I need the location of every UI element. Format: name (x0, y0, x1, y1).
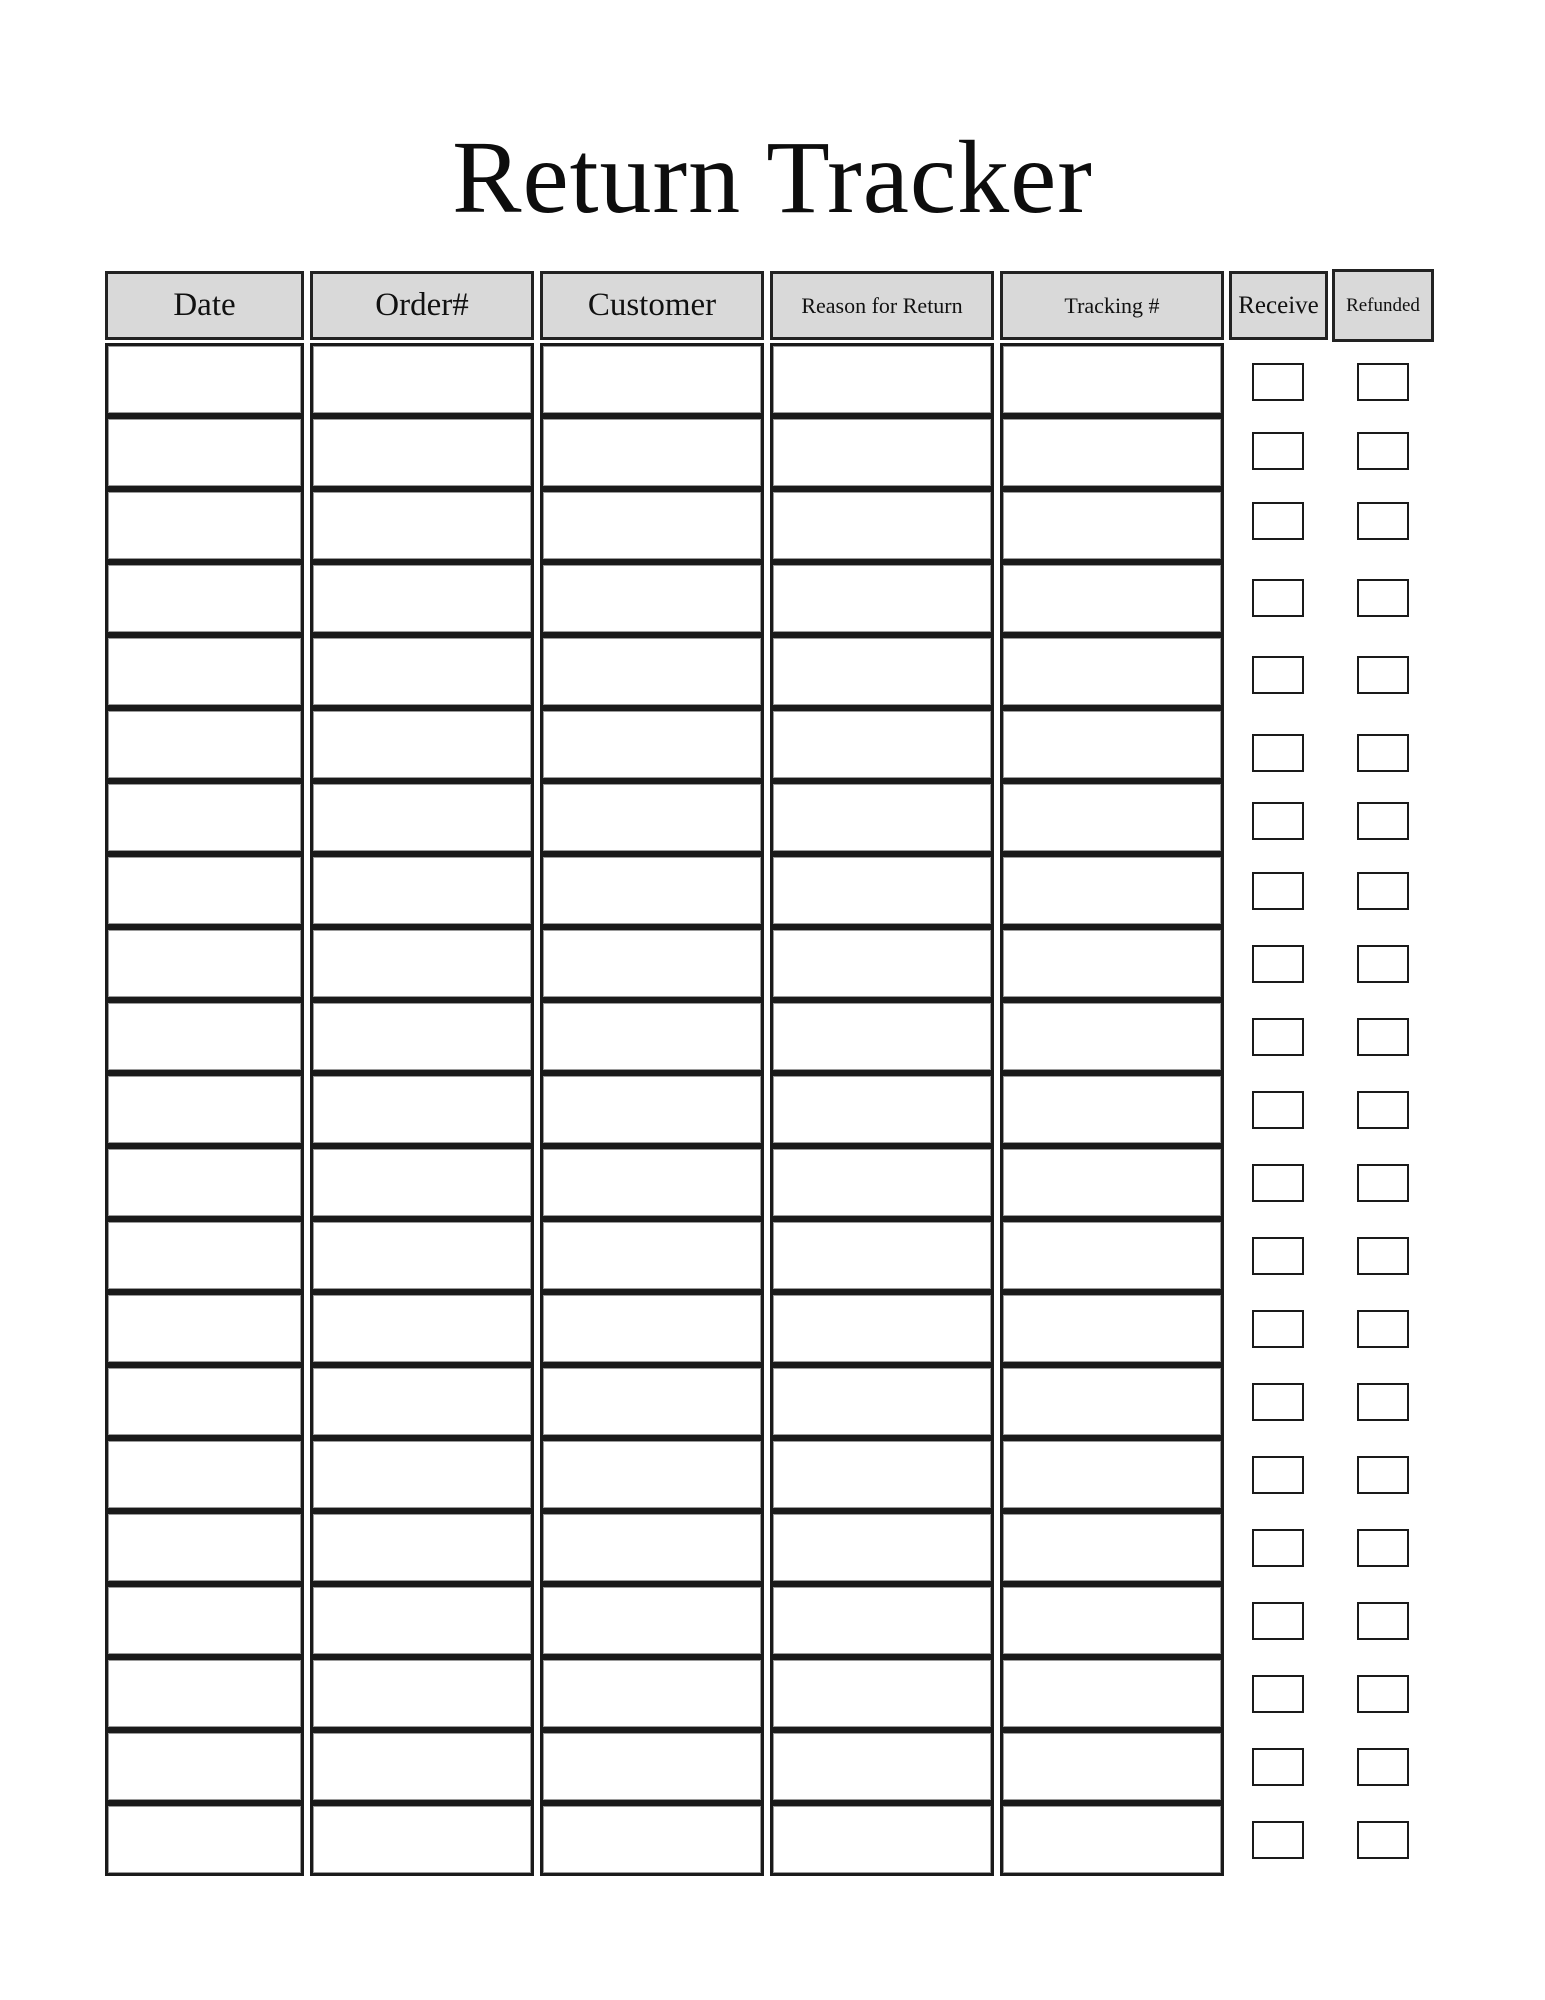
order-input-cell[interactable] (310, 1292, 534, 1365)
receive-checkbox[interactable] (1252, 1821, 1304, 1859)
refunded-checkbox[interactable] (1357, 1164, 1409, 1202)
refunded-checkbox[interactable] (1357, 1018, 1409, 1056)
customer-input-cell[interactable] (540, 489, 764, 562)
reason-input-cell[interactable] (770, 489, 994, 562)
date-input-cell[interactable] (105, 343, 304, 416)
reason-input-cell[interactable] (770, 1511, 994, 1584)
receive-checkbox[interactable] (1252, 1383, 1304, 1421)
date-input-cell[interactable] (105, 1365, 304, 1438)
tracking-input-cell[interactable] (1000, 1438, 1224, 1511)
receive-checkbox[interactable] (1252, 1164, 1304, 1202)
reason-input-cell[interactable] (770, 927, 994, 1000)
refunded-checkbox[interactable] (1357, 1310, 1409, 1348)
receive-checkbox[interactable] (1252, 579, 1304, 617)
refunded-checkbox[interactable] (1357, 1529, 1409, 1567)
column-header-reason: Reason for Return (770, 271, 994, 340)
reason-input-cell[interactable] (770, 562, 994, 635)
order-input-cell[interactable] (310, 343, 534, 416)
customer-input-cell[interactable] (540, 1365, 764, 1438)
tracking-input-cell[interactable] (1000, 781, 1224, 854)
reason-input-cell[interactable] (770, 343, 994, 416)
customer-input-cell[interactable] (540, 343, 764, 416)
order-input-cell[interactable] (310, 1073, 534, 1146)
order-input-cell[interactable] (310, 1730, 534, 1803)
refunded-checkbox[interactable] (1357, 656, 1409, 694)
customer-input-cell[interactable] (540, 708, 764, 781)
reason-input-cell[interactable] (770, 1000, 994, 1073)
date-input-cell[interactable] (105, 1073, 304, 1146)
receive-checkbox[interactable] (1252, 1602, 1304, 1640)
receive-checkbox[interactable] (1252, 1310, 1304, 1348)
tracking-input-cell[interactable] (1000, 635, 1224, 708)
tracking-input-cell[interactable] (1000, 1584, 1224, 1657)
receive-checkbox[interactable] (1252, 1748, 1304, 1786)
date-input-cell[interactable] (105, 1657, 304, 1730)
order-input-cell[interactable] (310, 1511, 534, 1584)
reason-input-cell[interactable] (770, 635, 994, 708)
column-header-receive: Receive (1229, 271, 1328, 340)
receive-checkbox[interactable] (1252, 502, 1304, 540)
tracking-input-cell[interactable] (1000, 708, 1224, 781)
reason-input-cell[interactable] (770, 1584, 994, 1657)
customer-input-cell[interactable] (540, 1073, 764, 1146)
receive-checkbox[interactable] (1252, 734, 1304, 772)
refunded-checkbox[interactable] (1357, 1602, 1409, 1640)
customer-input-cell[interactable] (540, 1219, 764, 1292)
refunded-checkbox[interactable] (1357, 734, 1409, 772)
order-input-cell[interactable] (310, 781, 534, 854)
date-input-cell[interactable] (105, 1803, 304, 1876)
customer-input-cell[interactable] (540, 854, 764, 927)
tracking-input-cell[interactable] (1000, 1657, 1224, 1730)
tracking-input-cell[interactable] (1000, 489, 1224, 562)
tracking-input-cell[interactable] (1000, 927, 1224, 1000)
refunded-checkbox[interactable] (1357, 1237, 1409, 1275)
date-input-cell[interactable] (105, 1000, 304, 1073)
customer-input-cell[interactable] (540, 1584, 764, 1657)
refunded-checkbox[interactable] (1357, 802, 1409, 840)
receive-checkbox[interactable] (1252, 802, 1304, 840)
reason-input-cell[interactable] (770, 1365, 994, 1438)
receive-checkbox[interactable] (1252, 432, 1304, 470)
date-input-cell[interactable] (105, 1584, 304, 1657)
refunded-checkbox[interactable] (1357, 1456, 1409, 1494)
date-input-cell[interactable] (105, 416, 304, 489)
customer-input-cell[interactable] (540, 1803, 764, 1876)
order-input-cell[interactable] (310, 1584, 534, 1657)
order-input-cell[interactable] (310, 1146, 534, 1219)
refunded-checkbox[interactable] (1357, 1675, 1409, 1713)
refunded-checkbox[interactable] (1357, 1383, 1409, 1421)
reason-input-cell[interactable] (770, 1292, 994, 1365)
reason-input-cell[interactable] (770, 1219, 994, 1292)
order-input-cell[interactable] (310, 416, 534, 489)
refunded-checkbox[interactable] (1357, 363, 1409, 401)
tracking-input-cell[interactable] (1000, 854, 1224, 927)
receive-checkbox[interactable] (1252, 872, 1304, 910)
tracking-input-cell[interactable] (1000, 1146, 1224, 1219)
receive-checkbox[interactable] (1252, 1529, 1304, 1567)
refunded-checkbox[interactable] (1357, 945, 1409, 983)
tracking-input-cell[interactable] (1000, 1292, 1224, 1365)
customer-input-cell[interactable] (540, 1730, 764, 1803)
reason-input-cell[interactable] (770, 1657, 994, 1730)
column-header-tracking: Tracking # (1000, 271, 1224, 340)
order-input-cell[interactable] (310, 635, 534, 708)
reason-input-cell[interactable] (770, 416, 994, 489)
refunded-checkbox[interactable] (1357, 432, 1409, 470)
refunded-checkbox[interactable] (1357, 1091, 1409, 1129)
customer-input-cell[interactable] (540, 1657, 764, 1730)
date-input-cell[interactable] (105, 635, 304, 708)
reason-input-cell[interactable] (770, 781, 994, 854)
column-header-order: Order# (310, 271, 534, 340)
customer-input-cell[interactable] (540, 781, 764, 854)
column-header-customer: Customer (540, 271, 764, 340)
order-input-cell[interactable] (310, 489, 534, 562)
tracking-input-cell[interactable] (1000, 416, 1224, 489)
reason-input-cell[interactable] (770, 1803, 994, 1876)
reason-input-cell[interactable] (770, 854, 994, 927)
tracking-input-cell[interactable] (1000, 1803, 1224, 1876)
date-input-cell[interactable] (105, 1438, 304, 1511)
tracking-input-cell[interactable] (1000, 1000, 1224, 1073)
tracking-input-cell[interactable] (1000, 1365, 1224, 1438)
date-input-cell[interactable] (105, 927, 304, 1000)
customer-input-cell[interactable] (540, 635, 764, 708)
order-input-cell[interactable] (310, 1365, 534, 1438)
customer-input-cell[interactable] (540, 1292, 764, 1365)
refunded-checkbox[interactable] (1357, 1748, 1409, 1786)
receive-checkbox[interactable] (1252, 1675, 1304, 1713)
column-header-date: Date (105, 271, 304, 340)
receive-checkbox[interactable] (1252, 1456, 1304, 1494)
tracking-input-cell[interactable] (1000, 1219, 1224, 1292)
date-input-cell[interactable] (105, 489, 304, 562)
date-input-cell[interactable] (105, 1292, 304, 1365)
customer-input-cell[interactable] (540, 1511, 764, 1584)
refunded-checkbox[interactable] (1357, 1821, 1409, 1859)
receive-checkbox[interactable] (1252, 1018, 1304, 1056)
date-input-cell[interactable] (105, 1730, 304, 1803)
receive-checkbox[interactable] (1252, 1091, 1304, 1129)
reason-input-cell[interactable] (770, 1730, 994, 1803)
reason-input-cell[interactable] (770, 1438, 994, 1511)
tracking-input-cell[interactable] (1000, 562, 1224, 635)
date-input-cell[interactable] (105, 708, 304, 781)
refunded-checkbox[interactable] (1357, 502, 1409, 540)
customer-input-cell[interactable] (540, 416, 764, 489)
tracking-input-cell[interactable] (1000, 343, 1224, 416)
order-input-cell[interactable] (310, 854, 534, 927)
reason-input-cell[interactable] (770, 1073, 994, 1146)
refunded-checkbox[interactable] (1357, 579, 1409, 617)
column-header-refunded: Refunded (1332, 269, 1434, 342)
order-input-cell[interactable] (310, 927, 534, 1000)
tracking-input-cell[interactable] (1000, 1730, 1224, 1803)
reason-input-cell[interactable] (770, 708, 994, 781)
customer-input-cell[interactable] (540, 1000, 764, 1073)
reason-input-cell[interactable] (770, 1146, 994, 1219)
order-input-cell[interactable] (310, 1438, 534, 1511)
order-input-cell[interactable] (310, 1803, 534, 1876)
order-input-cell[interactable] (310, 562, 534, 635)
page-title: Return Tracker (452, 120, 1093, 235)
date-input-cell[interactable] (105, 1219, 304, 1292)
tracking-input-cell[interactable] (1000, 1073, 1224, 1146)
date-input-cell[interactable] (105, 854, 304, 927)
order-input-cell[interactable] (310, 708, 534, 781)
customer-input-cell[interactable] (540, 1146, 764, 1219)
date-input-cell[interactable] (105, 1511, 304, 1584)
date-input-cell[interactable] (105, 781, 304, 854)
receive-checkbox[interactable] (1252, 945, 1304, 983)
date-input-cell[interactable] (105, 1146, 304, 1219)
customer-input-cell[interactable] (540, 927, 764, 1000)
order-input-cell[interactable] (310, 1657, 534, 1730)
date-input-cell[interactable] (105, 562, 304, 635)
customer-input-cell[interactable] (540, 562, 764, 635)
order-input-cell[interactable] (310, 1000, 534, 1073)
tracking-input-cell[interactable] (1000, 1511, 1224, 1584)
customer-input-cell[interactable] (540, 1438, 764, 1511)
receive-checkbox[interactable] (1252, 656, 1304, 694)
refunded-checkbox[interactable] (1357, 872, 1409, 910)
receive-checkbox[interactable] (1252, 363, 1304, 401)
receive-checkbox[interactable] (1252, 1237, 1304, 1275)
order-input-cell[interactable] (310, 1219, 534, 1292)
